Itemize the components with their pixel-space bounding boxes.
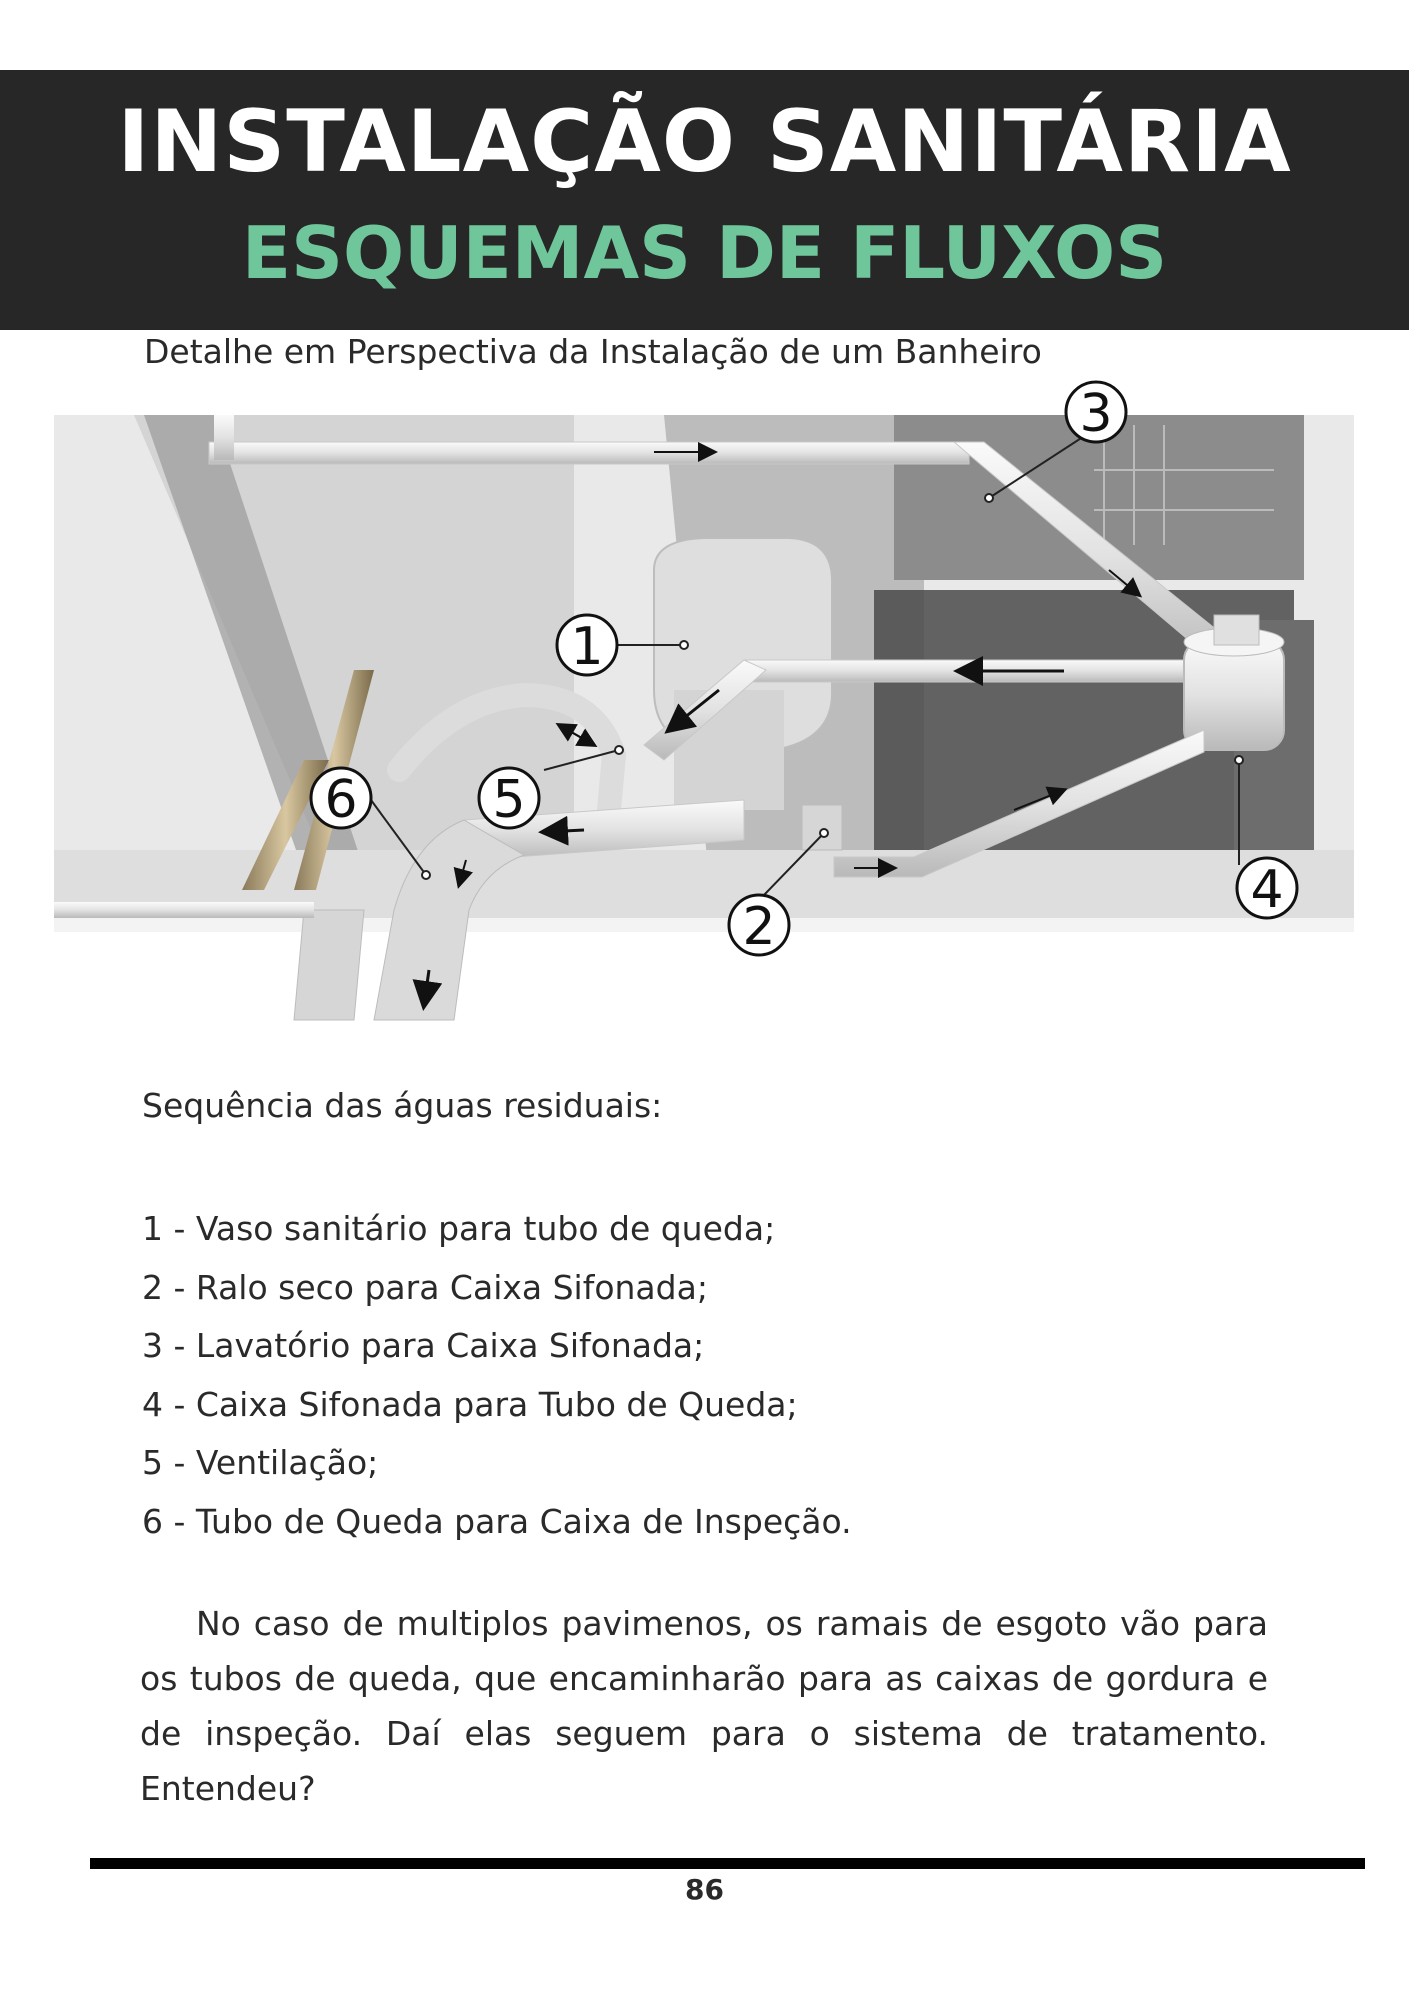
callout-2: [729, 895, 789, 957]
sequence-item-5: 5 - Ventilação;: [142, 1443, 379, 1483]
sequence-item-3: 3 - Lavatório para Caixa Sifonada;: [142, 1326, 705, 1366]
sequence-item-2: 2 - Ralo seco para Caixa Sifonada;: [142, 1267, 708, 1307]
callout-1: [557, 615, 617, 677]
sequence-list: [142, 1200, 852, 1552]
callout-1-label: 1: [570, 617, 604, 677]
footer-divider: [90, 1858, 1365, 1869]
sequence-heading: Sequência das águas residuais:: [142, 1086, 663, 1125]
callout-4-label: 4: [1250, 860, 1284, 920]
callout-4: [1237, 858, 1297, 920]
page-subtitle: ESQUEMAS DE FLUXOS: [241, 211, 1168, 295]
callout-2-label: 2: [742, 897, 776, 957]
page-number: 86: [685, 1873, 724, 1906]
page-title: INSTALAÇÃO SANITÁRIA: [117, 92, 1292, 192]
sequence-item-1: 1 - Vaso sanitário para tubo de queda;: [142, 1209, 776, 1248]
callout-5-label: 5: [492, 770, 526, 830]
callout-6-label: 6: [324, 770, 358, 830]
bathroom-perspective-illustration: [54, 370, 1354, 1040]
sequence-item-4: 4 - Caixa Sifonada para Tubo de Queda;: [142, 1384, 798, 1424]
sequence-item-6: 6 - Tubo de Queda para Caixa de Inspeção.: [142, 1501, 852, 1541]
figure-caption: Detalhe em Perspectiva da Instalação de um Banheiro: [144, 332, 1042, 371]
explanation-paragraph: No caso de multiplos pavimenos, os ramais de esgoto vão para os tubos de queda, que encaminharão para as caixas de gordura e de inspeção. Daí elas seguem para o sistema de tratamento. Entendeu?: [140, 1604, 1268, 1808]
callout-5: [479, 768, 539, 830]
callout-3-label: 3: [1079, 384, 1113, 444]
callout-6: [311, 768, 371, 830]
callout-3: [1066, 382, 1126, 444]
